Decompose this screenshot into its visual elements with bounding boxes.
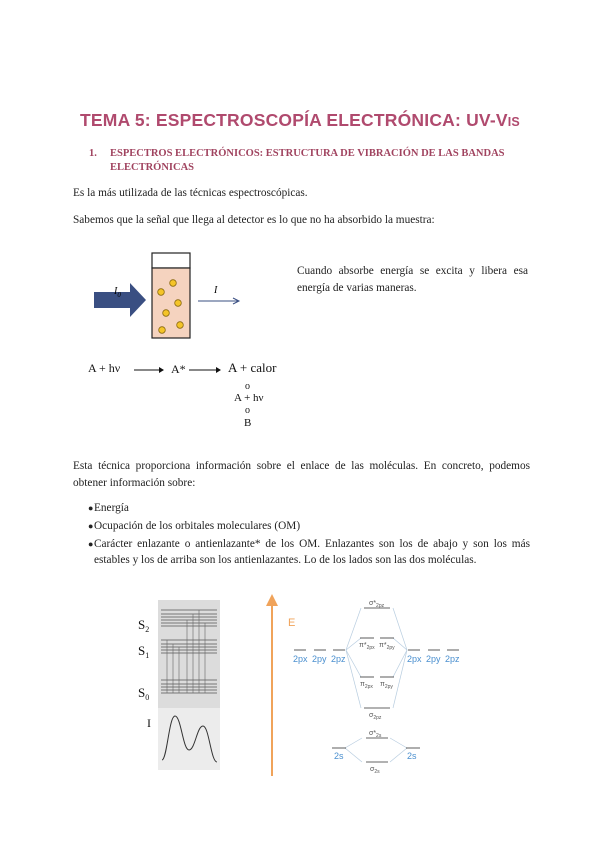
bullet-icon: ● [88, 539, 94, 549]
incident-label: $I_0$ [114, 286, 121, 299]
state-s0-label: $S_0$ [138, 685, 150, 702]
particle [159, 327, 166, 334]
energy-axis [266, 594, 278, 776]
right-2px-label: 2px [407, 654, 422, 664]
incident-arrow [94, 283, 146, 317]
particle [163, 310, 170, 317]
bullet-list [73, 500, 530, 570]
right-2pz-label: 2pz [445, 654, 460, 664]
particle [158, 289, 165, 296]
orbital-sigma-2s: $\sigma_{2s}$ [370, 766, 380, 775]
state-s2-label: $S_2$ [138, 617, 150, 634]
cuvette-top [152, 253, 190, 268]
left-2pz-label: 2pz [331, 654, 346, 664]
paragraph-absorption: Cuando absorbe energía se excita y libera esa energía de varias maneras. [297, 265, 528, 294]
reaction-reactant: A + hν [88, 361, 121, 375]
orbital-pi-2px: $\pi_{2px}$ [360, 681, 373, 690]
list-item: ● Carácter enlazante o antienlazante* de los OM. Enlazantes son los de abajo y son los más estables y los de arriba son los antienlazantes. Lo de los lados son las dos moléculas. [88, 538, 530, 566]
list-item: ● Energía [88, 502, 129, 514]
page-title [0, 110, 600, 131]
orbital-sigma-2pz: $\sigma_{2pz}$ [369, 712, 382, 721]
page-title-main: TEMA 5: ESPECTROSCOPÍA ELECTRÓNICA: UV-V [80, 110, 508, 130]
intensity-label: I [147, 716, 151, 730]
section-heading-text: ESPECTROS ELECTRÓNICOS: ESTRUCTURA DE VIBRACIÓN DE LAS BANDAS ELECTRÓNICAS [110, 148, 505, 173]
particle [177, 322, 184, 329]
right-2s-label: 2s [407, 751, 417, 761]
reaction-excited: A* [171, 362, 186, 376]
orbital-pi-2py: $\pi_{2py}$ [380, 681, 393, 690]
bullet-icon: ● [88, 521, 94, 531]
page-title-suffix: IS [507, 115, 520, 129]
state-s1-label: $S_1$ [138, 643, 150, 660]
orbital-pi-star-2py: $\pi*_{2py}$ [379, 642, 395, 651]
cuvette-sample [152, 268, 190, 338]
reaction-or-2: o [245, 405, 250, 416]
cuvette-diagram [88, 248, 248, 348]
particle [170, 280, 177, 287]
paragraph-signal: Sabemos que la señal que llega al detector es lo que no ha absorbido la muestra: [73, 214, 435, 226]
right-2py-label: 2py [426, 654, 441, 664]
reaction-product-b: B [244, 417, 252, 429]
orbital-pi-star-2px: $\pi*_{2px}$ [359, 642, 375, 651]
reaction-product-heat: A + calor [228, 360, 277, 375]
list-item: ● Ocupación de los orbitales moleculares (OM) [88, 520, 301, 532]
left-2py-label: 2py [312, 654, 327, 664]
reaction-or-1: o [245, 381, 250, 392]
mo-diagram [262, 588, 482, 778]
orbital-sigma-star-2s: $\sigma*_{2s}$ [369, 730, 382, 739]
section-heading [89, 147, 532, 175]
orbital-sigma-star-2pz: $\sigma*_{2pz}$ [369, 600, 385, 609]
paragraph-info: Esta técnica proporciona información sobre el enlace de las moléculas. En concreto, podemos obtener información sobre: [73, 460, 530, 489]
energy-label: E [288, 617, 296, 629]
bullet-icon: ● [88, 503, 94, 513]
transmitted-label: I [214, 285, 218, 296]
left-2px-label: 2px [293, 654, 308, 664]
reaction-product-photon: A + hν [234, 392, 264, 404]
paragraph-intro: Es la más utilizada de las técnicas espectroscópicas. [73, 187, 308, 199]
reaction-arrow-1 [134, 366, 164, 374]
vibrational-spectrum-figure [135, 600, 230, 772]
particle [175, 300, 182, 307]
section-number: 1. [89, 148, 97, 159]
left-2s-label: 2s [334, 751, 344, 761]
reaction-arrow-2 [189, 366, 221, 374]
